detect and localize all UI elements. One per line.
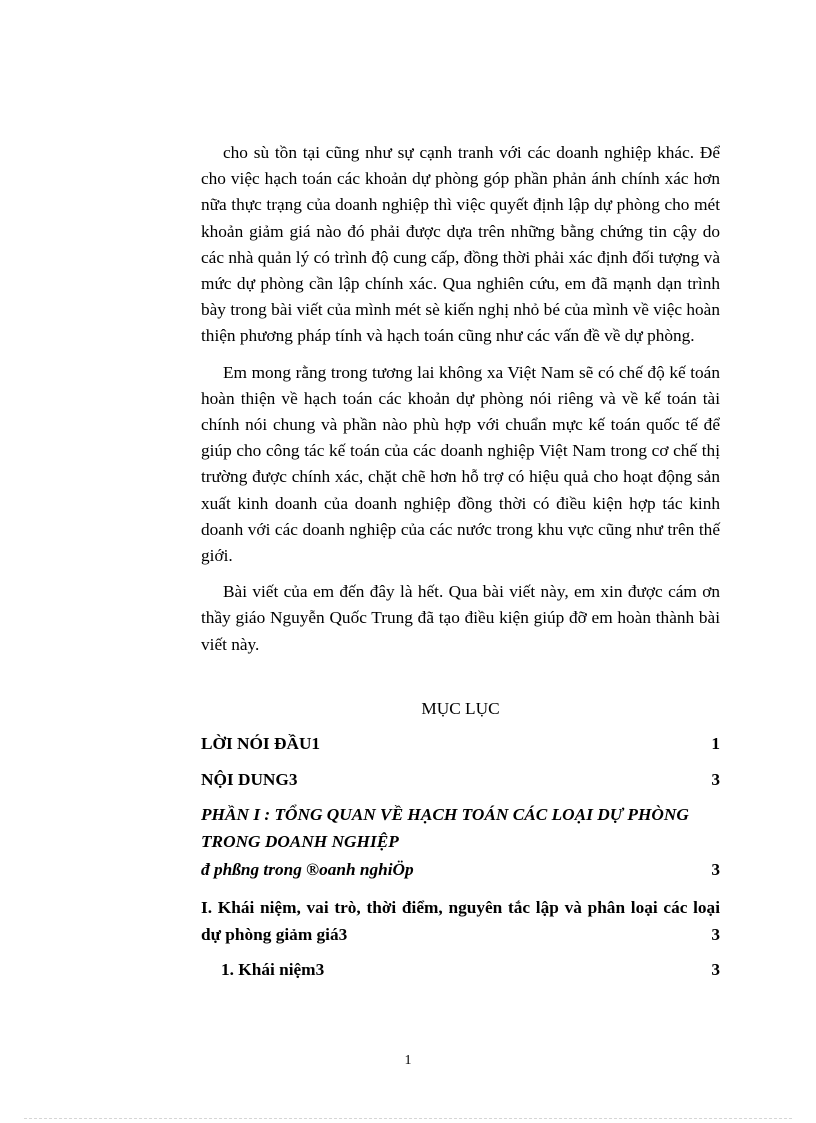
toc-entry-page: 3	[711, 860, 720, 879]
paragraph-conclusion: cho sù tồn tại cũng như sự cạnh tranh với các doanh nghiệp khác. Để cho việc hạch toán các khoản dự phòng góp phần phản ánh chính xác hơn nữa thực trạng của doanh nghiệp thì việc quyết định lập dự phòng cho mét khoản giảm giá nào đó phải được dựa trên những bằng chứng tin cậy do các nhà quản lý có trình độ cung cấp, đồng thời phải xác định đối tượng và mức dự phòng cần lập chính xác. Qua nghiên cứu, em đã mạnh dạn trình bày trong bài viết của mình mét sè kiến nghị nhỏ bé của mình về việc hoàn thiện phương pháp tính và hạch toán cũng như các vấn đề về dự phòng.	[201, 143, 720, 346]
toc-title: MỤC LỤC	[421, 699, 500, 718]
body-text	[201, 140, 720, 658]
paragraph-hope: Em mong rằng trong tương lai không xa Việt Nam sẽ có chế độ kế toán hoàn thiện về hạch toán các khoản dự phòng nói riêng và về kế toán tài chính nói chung và phần nào phù hợp với chuẩn mực kế toán quốc tế để giúp cho công tác kế toán của các doanh nghiệp Việt Nam trong cơ chế thị trường được chính xác, chặt chẽ hơn hỗ trợ có hiệu quả cho hoạt động sản xuất kinh doanh của doanh nghiệp đồng thời có điều kiện hợp tác kinh doanh với các doanh nghiệp của các nước trong khu vực cũng như trên thế giới.	[201, 362, 720, 566]
toc-entry-text: I. Khái niệm, vai trò, thời điểm, nguyên tắc lập và phân loại các loại dự phòng giảm giá3	[201, 898, 720, 944]
toc-entry-section-one[interactable]	[201, 894, 720, 948]
toc-entry-page: 3	[711, 925, 720, 944]
toc-entry-part-one[interactable]	[201, 801, 720, 855]
paragraph-thanks: Bài viết của em đến đây là hết. Qua bài viết này, em xin được cám ơn thầy giáo Nguyễn Quốc Trung đã tạo điều kiện giúp đỡ em hoàn thành bài viết này.	[201, 582, 720, 654]
toc-entry-page: 3	[711, 960, 720, 979]
toc-entry-text: PHẦN I : TỔNG QUAN VỀ HẠCH TOÁN CÁC LOẠI DỰ PHÒNG TRONG DOANH NGHIỆP	[201, 805, 689, 851]
toc-entry-text: 1. Khái niệm3	[221, 960, 325, 979]
toc-entry-part-one-sub[interactable]	[201, 856, 720, 883]
toc-entry-text: đ phßng trong ®oanh nghiÖp	[201, 860, 414, 879]
toc-entry-concept[interactable]	[201, 956, 720, 983]
page-number: 1	[404, 1053, 412, 1068]
toc-entry-text: LỜI NÓI ĐẦU1	[201, 734, 321, 753]
toc-entry-page: 1	[711, 734, 720, 753]
toc-entry-page: 3	[711, 770, 720, 789]
toc-entry-content[interactable]	[201, 766, 720, 793]
toc-entry-text: NỘI DUNG3	[201, 770, 298, 789]
page-bottom-rule	[24, 1118, 792, 1119]
toc-entry-preface[interactable]	[201, 730, 720, 757]
